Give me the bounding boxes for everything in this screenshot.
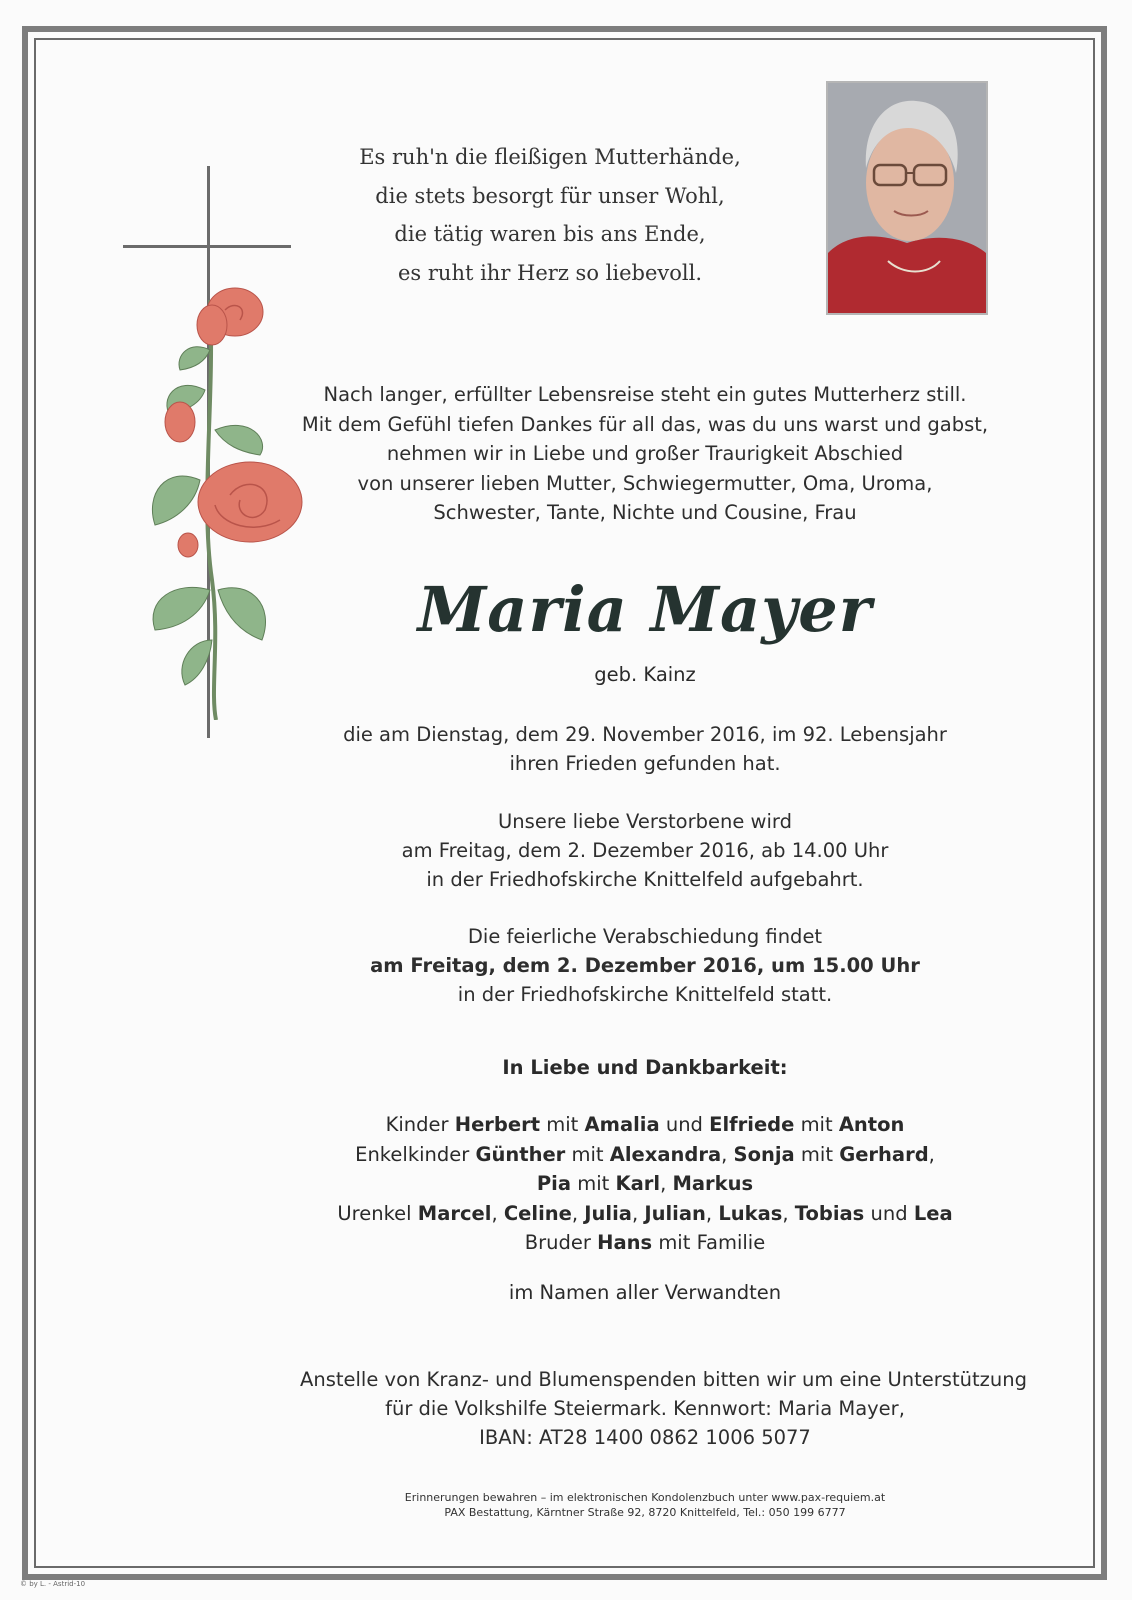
family-member-name: Elfriede — [709, 1113, 795, 1136]
family-member-name: Pia — [536, 1172, 572, 1195]
separator: , — [721, 1142, 728, 1166]
laying-out-line: am Freitag, dem 2. Dezember 2016, ab 14.00 Uhr — [401, 839, 889, 862]
family-member-name: Lukas — [718, 1201, 783, 1225]
donation-notice — [300, 1365, 1027, 1452]
verse-line: die stets besorgt für unser Wohl, — [375, 183, 725, 208]
farewell-notice — [300, 922, 990, 1009]
verse-line: Es ruh'n die fleißigen Mutterhände, — [359, 145, 741, 169]
family-word: und — [870, 1201, 908, 1225]
family-word: und — [665, 1113, 703, 1136]
verse-line: es ruht ihr Herz so liebevoll. — [398, 260, 702, 285]
family-word: Enkelkinder — [355, 1142, 470, 1166]
family-member-name: Julian — [644, 1201, 706, 1225]
portrait-image — [828, 83, 986, 313]
family-line-grandchildren-2 — [300, 1169, 990, 1199]
deceased-name: Maria Mayer — [417, 573, 873, 646]
family-member-name: Hans — [597, 1231, 653, 1254]
separator: , — [631, 1201, 639, 1225]
donation-iban: IBAN: AT28 1400 0862 1006 5077 — [479, 1426, 811, 1449]
separator: , — [660, 1172, 667, 1195]
separator: , — [782, 1201, 789, 1225]
intro-text — [300, 380, 990, 528]
image-credit: © by L. - Astrid-10 — [20, 1580, 86, 1588]
family-word: Bruder — [524, 1231, 591, 1254]
family-word: mit — [800, 1113, 833, 1136]
footer — [300, 1490, 990, 1520]
intro-line: nehmen wir in Liebe und großer Traurigkeit Abschied — [386, 442, 904, 465]
family-member-name: Karl — [615, 1172, 661, 1195]
memorial-verse — [330, 138, 770, 292]
death-notice — [300, 720, 990, 778]
family-line-great-grandchildren — [300, 1199, 990, 1229]
family-member-name: Markus — [672, 1172, 754, 1195]
family-member-name: Alexandra — [609, 1142, 722, 1166]
footer-condolence-line: Erinnerungen bewahren – im elektronischen Kondolenzbuch unter www.pax-requiem.at — [404, 1491, 886, 1504]
family-member-name: Herbert — [454, 1113, 541, 1136]
intro-line: Schwester, Tante, Nichte und Cousine, Frau — [433, 501, 857, 524]
thanks-heading: In Liebe und Dankbarkeit: — [502, 1056, 788, 1079]
family-line-children — [300, 1110, 990, 1140]
donation-line: für die Volkshilfe Steiermark. Kennwort: Maria Mayer, — [385, 1397, 905, 1420]
family-word: mit — [546, 1113, 579, 1136]
cross-horizontal-bar — [123, 245, 291, 248]
family-member-name: Gerhard — [839, 1142, 929, 1166]
separator: , — [571, 1201, 579, 1225]
family-word: mit — [571, 1142, 604, 1166]
family-member-name: Günther — [475, 1142, 566, 1166]
separator: , — [705, 1201, 713, 1225]
family-member-name: Amalia — [584, 1113, 660, 1136]
intro-line: von unserer lieben Mutter, Schwiegermutter, Oma, Uroma, — [357, 471, 933, 495]
laying-out-line: Unsere liebe Verstorbene wird — [498, 810, 792, 833]
family-member-name: Anton — [838, 1113, 905, 1136]
family-word: mit — [577, 1172, 610, 1195]
family-member-name: Lea — [913, 1201, 953, 1225]
family-member-name: Sonja — [733, 1142, 795, 1166]
family-word: mit — [800, 1142, 833, 1166]
birth-name: geb. Kainz — [594, 663, 696, 686]
portrait-photo — [826, 81, 988, 315]
verse-line: die tätig waren bis ans Ende, — [394, 222, 706, 246]
family-word: mit Familie — [658, 1231, 766, 1254]
donation-line: Anstelle von Kranz- und Blumenspenden bitten wir um eine Unterstützung — [300, 1368, 1027, 1391]
family-line-grandchildren — [300, 1140, 990, 1170]
family-line-brother — [300, 1228, 990, 1258]
rose-illustration — [140, 280, 320, 720]
intro-line: Nach langer, erfüllter Lebensreise steht ein gutes Mutterherz still. — [323, 383, 967, 406]
family-member-name: Marcel — [417, 1201, 492, 1225]
intro-line: Mit dem Gefühl tiefen Dankes für all das, was du uns warst und gabst, — [301, 412, 989, 436]
farewell-date-line: am Freitag, dem 2. Dezember 2016, um 15.00 Uhr — [370, 954, 920, 977]
farewell-line: Die feierliche Verabschiedung findet — [467, 925, 823, 948]
laying-out-line: in der Friedhofskirche Knittelfeld aufgebahrt. — [426, 868, 864, 891]
death-line: die am Dienstag, dem 29. November 2016, im 92. Lebensjahr — [343, 723, 947, 746]
farewell-line: in der Friedhofskirche Knittelfeld statt. — [457, 983, 833, 1006]
family-member-name: Celine — [503, 1201, 572, 1225]
family-list — [300, 1110, 990, 1258]
family-word: Urenkel — [337, 1201, 412, 1225]
separator: , — [491, 1201, 498, 1225]
family-word: Kinder — [385, 1113, 449, 1136]
laying-out-notice — [300, 807, 990, 894]
relatives-line: im Namen aller Verwandten — [508, 1281, 782, 1304]
separator: , — [928, 1142, 935, 1166]
footer-address-line: PAX Bestattung, Kärntner Straße 92, 8720 Knittelfeld, Tel.: 050 199 6777 — [444, 1506, 846, 1519]
family-member-name: Julia — [584, 1201, 632, 1225]
death-line: ihren Frieden gefunden hat. — [509, 752, 781, 775]
family-member-name: Tobias — [794, 1201, 865, 1225]
